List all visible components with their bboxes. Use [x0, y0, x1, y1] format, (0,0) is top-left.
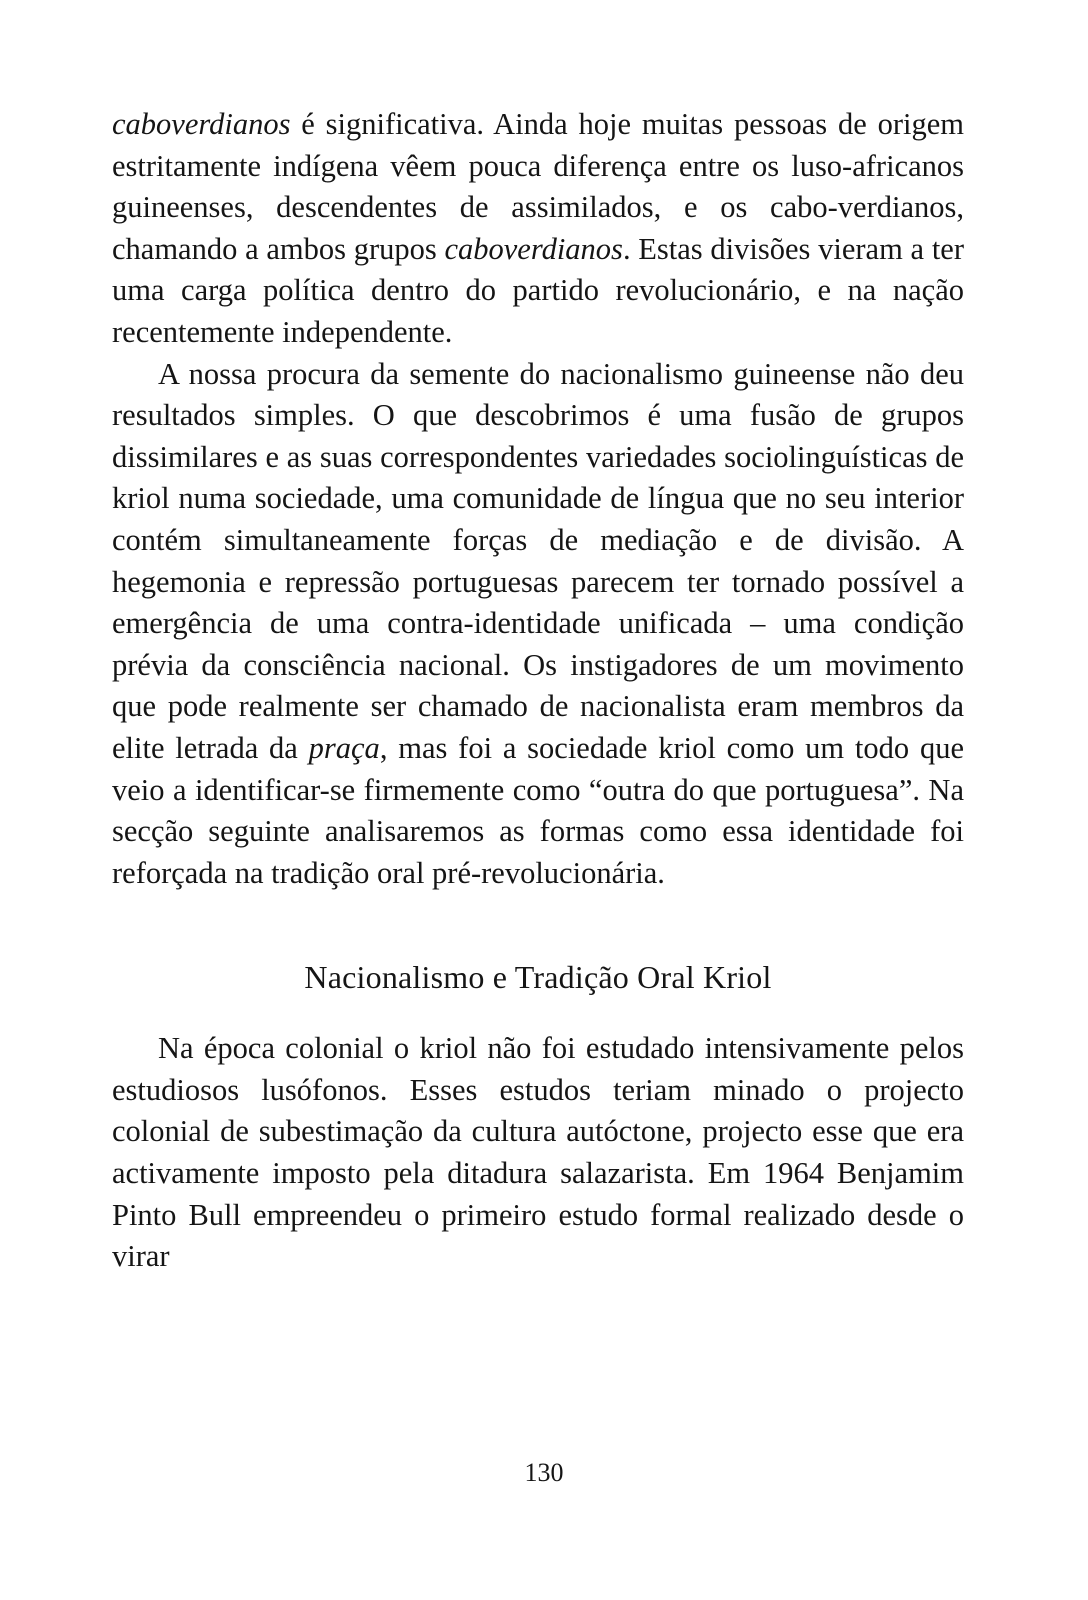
- section-heading: Nacionalismo e Tradição Oral Kriol: [304, 959, 772, 996]
- paragraph-1-italic-1: caboverdianos: [112, 107, 291, 141]
- heading-spacer: [112, 998, 964, 1028]
- section-spacer: [112, 894, 964, 956]
- page-body: [112, 104, 964, 1278]
- paragraph-2-italic-1: praça: [308, 730, 380, 765]
- page-number: 130: [524, 1458, 564, 1487]
- paragraph-2-text-1: A nossa procura da semente do nacionalismo guineense não deu resultados simples. O que descobrimos é uma fusão de grupos dissimilares e as suas correspondentes variedades sociolinguísticas de kriol numa sociedade, uma comunidade de língua que no seu interior contém simultaneamente forças de mediação e de divisão. A hegemonia e repressão portuguesas parecem ter tornado possível a emergência de uma contra-identidade unificada – uma condição prévia da consciência nacional. Os instigadores de um movimento que pode realmente ser chamado de nacionalista eram membros da elite letrada da: [112, 356, 964, 765]
- paragraph-1-italic-2: caboverdianos: [444, 231, 623, 266]
- paragraph-2-text-2: , mas foi a sociedade kriol como um todo que veio a identificar-se firmemente como “outra do que portuguesa”. Na secção seguinte analisaremos as formas como essa identidade foi reforçada na tradição oral pré-revolucionária.: [112, 730, 964, 890]
- paragraph-1-text-1: é significativa. Ainda hoje muitas pessoas de origem estritamente indígena vêem pouca diferença entre os luso-africanos guineenses, descendentes de assimilados, e os cabo-verdianos, chamando a ambos grupos: [112, 107, 964, 266]
- paragraph-1-text-2: . Estas divisões vieram a ter uma carga política dentro do partido revolucionário, e na nação recentemente independente.: [112, 231, 964, 349]
- paragraph-3-text-1: Na época colonial o kriol não foi estudado intensivamente pelos estudiosos lusófonos. Esses estudos teriam minado o projecto colonial de subestimação da cultura autóctone, projecto esse que era activamente imposto pela ditadura salazarista. Em 1964 Benjamim Pinto Bull empreendeu o primeiro estudo formal realizado desde o virar: [112, 1031, 964, 1274]
- paragraph-1: [112, 104, 964, 354]
- paragraph-2: [112, 354, 964, 895]
- paragraph-3: [112, 1028, 964, 1278]
